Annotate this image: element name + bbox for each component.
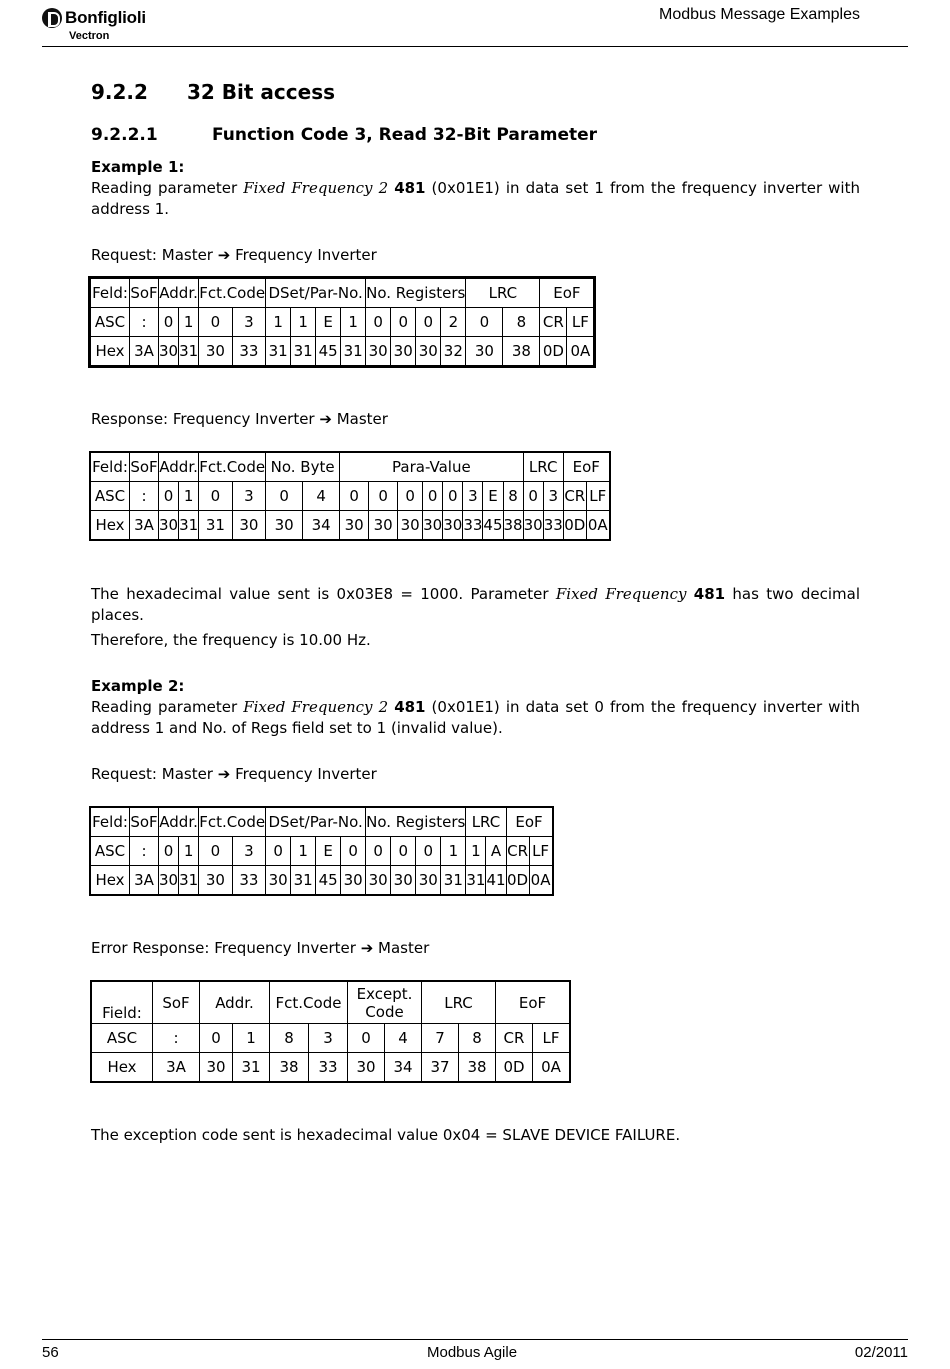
example-1-label: Example 1: [91, 158, 185, 176]
table-row-asc [90, 308, 594, 337]
request-table-2 [89, 806, 554, 896]
table-cell: 38 [270, 1053, 309, 1083]
table-cell: 30 [398, 511, 423, 541]
table-cell: 37 [422, 1053, 459, 1083]
table-cell: 0 [199, 482, 232, 511]
table-cell: 1 [291, 837, 316, 866]
heading-title: 32 Bit access [187, 80, 335, 104]
table-cell: Addr. [159, 452, 199, 482]
table-cell: 0 [391, 837, 416, 866]
table-cell: Feld: [90, 807, 130, 837]
table-cell: 3 [543, 482, 563, 511]
document-title: Modbus Agile [427, 1344, 518, 1361]
table-cell: 0D [540, 337, 567, 367]
table-cell: 0 [199, 308, 232, 337]
bonfiglioli-logo-icon [42, 8, 62, 28]
table-cell: 30 [232, 511, 265, 541]
heading-number: 9.2.2.1 [91, 125, 158, 145]
table-cell: 38 [503, 511, 523, 541]
table-cell: 0 [266, 482, 303, 511]
table-cell: 1 [341, 308, 366, 337]
table-cell: Except. Code [348, 981, 422, 1024]
table-row-hex [90, 866, 553, 896]
table-cell: ASC [90, 837, 130, 866]
request-caption: Request: Master ➔ Frequency Inverter [91, 246, 377, 264]
table-cell: Addr. [159, 278, 199, 308]
table-cell: Addr. [200, 981, 270, 1024]
table-cell: No. Byte [266, 452, 340, 482]
table-cell: 31 [233, 1053, 270, 1083]
table-cell: EoF [506, 807, 553, 837]
request-table-1 [89, 277, 595, 367]
table-header-row [90, 452, 610, 482]
table-cell: 30 [340, 511, 369, 541]
table-cell: 8 [503, 308, 540, 337]
header-rule [42, 46, 908, 47]
table-cell: 30 [159, 866, 179, 896]
table-row-asc [90, 837, 553, 866]
table-cell: Fct.Code [270, 981, 348, 1024]
table-cell: 30 [199, 337, 232, 367]
table-cell: 30 [391, 337, 416, 367]
table-cell: 31 [199, 511, 232, 541]
table-cell: CR [540, 308, 567, 337]
table-cell: 0 [340, 482, 369, 511]
table-cell: 0 [159, 837, 179, 866]
table-cell: E [316, 837, 341, 866]
table-cell: LF [533, 1024, 571, 1053]
table-cell: 31 [341, 337, 366, 367]
table-cell: 0A [586, 511, 610, 541]
table-cell: No. Registers [366, 278, 466, 308]
table-cell: LRC [422, 981, 496, 1024]
table-cell: Feld: [90, 278, 130, 308]
table-cell: CR [506, 837, 529, 866]
table-cell: Hex [90, 511, 130, 541]
table-cell: 38 [459, 1053, 496, 1083]
table-cell: 30 [423, 511, 443, 541]
table-row-hex [90, 337, 594, 367]
table-cell: Hex [91, 1053, 153, 1083]
table-cell: LRC [466, 278, 540, 308]
table-cell: 1 [466, 837, 486, 866]
table-row-hex [90, 511, 610, 541]
table-cell: 31 [466, 866, 486, 896]
table-header-row [90, 807, 553, 837]
result-explanation: The hexadecimal value sent is 0x03E8 = 1000. Parameter Fixed Frequency 481 has two decimal places. [91, 585, 861, 624]
table-cell: SoF [130, 278, 159, 308]
table-cell: 3 [232, 482, 265, 511]
table-cell: 30 [416, 337, 441, 367]
table-header-row [90, 278, 594, 308]
table-cell: 7 [422, 1024, 459, 1053]
table-cell: 1 [266, 308, 291, 337]
table-cell: 1 [291, 308, 316, 337]
table-cell: 1 [441, 837, 466, 866]
table-cell: 30 [159, 337, 179, 367]
table-cell: 0A [567, 337, 595, 367]
table-cell: 34 [303, 511, 340, 541]
table-cell: 4 [303, 482, 340, 511]
table-cell: A [486, 837, 506, 866]
table-cell: 31 [291, 337, 316, 367]
table-cell: 31 [179, 337, 199, 367]
table-cell: 0D [506, 866, 529, 896]
error-response-table [90, 980, 571, 1083]
parameter-name: Fixed Frequency [555, 585, 687, 603]
table-cell: LF [529, 837, 553, 866]
table-cell: 30 [200, 1053, 233, 1083]
logo-name: Bonfiglioli [65, 7, 146, 27]
table-cell: 3 [463, 482, 483, 511]
table-cell: EoF [540, 278, 595, 308]
table-cell: Fct.Code [199, 452, 266, 482]
table-cell: 8 [270, 1024, 309, 1053]
table-cell: 41 [486, 866, 506, 896]
table-cell: 30 [341, 866, 366, 896]
table-cell: 0 [443, 482, 463, 511]
table-cell: 0 [366, 308, 391, 337]
table-cell: 3 [232, 308, 265, 337]
table-cell: Feld: [90, 452, 130, 482]
table-cell: 31 [291, 866, 316, 896]
table-cell: 33 [543, 511, 563, 541]
table-cell: 45 [316, 866, 341, 896]
table-cell: ASC [91, 1024, 153, 1053]
table-cell: LF [586, 482, 610, 511]
table-cell: : [130, 837, 159, 866]
table-cell: 30 [159, 511, 179, 541]
table-cell: 38 [503, 337, 540, 367]
table-cell: 3 [309, 1024, 348, 1053]
table-cell: 0A [529, 866, 553, 896]
table-cell: 33 [232, 337, 265, 367]
table-cell: SoF [153, 981, 200, 1024]
request-caption: Request: Master ➔ Frequency Inverter [91, 765, 377, 783]
table-cell: 30 [366, 866, 391, 896]
table-cell: 30 [266, 866, 291, 896]
table-cell: 30 [266, 511, 303, 541]
error-response-caption: Error Response: Frequency Inverter ➔ Master [91, 939, 430, 957]
table-cell: 30 [348, 1053, 385, 1083]
table-cell: 0A [533, 1053, 571, 1083]
table-row-asc [90, 482, 610, 511]
logo-subtitle: Vectron [69, 30, 110, 42]
table-cell: Fct.Code [199, 807, 266, 837]
table-cell: No. Registers [366, 807, 466, 837]
table-cell: DSet/Par-No. [266, 807, 366, 837]
table-cell: SoF [130, 807, 159, 837]
table-cell: 0 [369, 482, 398, 511]
table-cell: 0 [348, 1024, 385, 1053]
table-cell: 30 [366, 337, 391, 367]
table-cell: 0D [563, 511, 586, 541]
table-cell: 3A [130, 866, 159, 896]
table-cell: 1 [179, 482, 199, 511]
table-cell: 0 [416, 837, 441, 866]
table-cell: 8 [459, 1024, 496, 1053]
table-cell: : [130, 482, 159, 511]
table-cell: 30 [391, 866, 416, 896]
table-cell: 34 [385, 1053, 422, 1083]
table-cell: 30 [523, 511, 543, 541]
table-cell: 32 [441, 337, 466, 367]
table-cell: 3A [130, 337, 159, 367]
heading-title: Function Code 3, Read 32-Bit Parameter [212, 125, 598, 145]
table-cell: 0 [423, 482, 443, 511]
table-cell: 30 [443, 511, 463, 541]
document-date: 02/2011 [854, 1344, 908, 1361]
table-cell: CR [496, 1024, 533, 1053]
table-cell: 33 [463, 511, 483, 541]
table-cell: CR [563, 482, 586, 511]
table-cell: Para-Value [340, 452, 523, 482]
table-row-hex [91, 1053, 570, 1083]
closing-note: The exception code sent is hexadecimal value 0x04 = SLAVE DEVICE FAILURE. [91, 1126, 681, 1144]
table-cell: 45 [316, 337, 341, 367]
table-cell: Field: [91, 981, 153, 1024]
parameter-number: 481 [693, 585, 726, 603]
table-cell: 0 [398, 482, 423, 511]
heading-level-2 [91, 125, 597, 145]
table-cell: 0D [496, 1053, 533, 1083]
table-cell: 31 [441, 866, 466, 896]
table-cell: 31 [266, 337, 291, 367]
parameter-number: 481 [394, 179, 426, 197]
table-cell: : [153, 1024, 200, 1053]
table-cell: ASC [90, 308, 130, 337]
table-cell: 30 [416, 866, 441, 896]
table-cell: E [316, 308, 341, 337]
table-cell: LF [567, 308, 595, 337]
table-cell: Addr. [159, 807, 199, 837]
table-cell: 1 [179, 837, 199, 866]
table-cell: 0 [159, 482, 179, 511]
example-2-label: Example 2: [91, 677, 185, 695]
table-cell: 0 [466, 308, 503, 337]
heading-number: 9.2.2 [91, 80, 148, 104]
header-section-title: Modbus Message Examples [659, 6, 860, 23]
table-cell: 1 [179, 308, 199, 337]
table-cell: E [483, 482, 503, 511]
table-cell: 0 [159, 308, 179, 337]
footer-rule [42, 1339, 908, 1340]
table-cell: 4 [385, 1024, 422, 1053]
table-cell: 30 [466, 337, 503, 367]
table-cell: 2 [441, 308, 466, 337]
parameter-number: 481 [394, 698, 426, 716]
table-cell: 0 [523, 482, 543, 511]
table-cell: 0 [200, 1024, 233, 1053]
table-cell: ASC [90, 482, 130, 511]
table-cell: EoF [563, 452, 610, 482]
table-cell: LRC [466, 807, 506, 837]
table-cell: 33 [232, 866, 265, 896]
brand-logo [42, 7, 146, 42]
parameter-name: Fixed Frequency 2 [243, 698, 389, 716]
table-cell: 45 [483, 511, 503, 541]
table-cell: 3A [130, 511, 159, 541]
table-cell: : [130, 308, 159, 337]
table-cell: 0 [416, 308, 441, 337]
table-cell: Fct.Code [199, 278, 266, 308]
table-cell: 3 [232, 837, 265, 866]
response-caption: Response: Frequency Inverter ➔ Master [91, 410, 388, 428]
table-cell: 0 [366, 837, 391, 866]
table-cell: 33 [309, 1053, 348, 1083]
table-cell: 0 [341, 837, 366, 866]
table-cell: 0 [199, 837, 232, 866]
table-cell: 3A [153, 1053, 200, 1083]
heading-level-1 [91, 80, 335, 104]
table-cell: 0 [266, 837, 291, 866]
page-number: 56 [42, 1344, 59, 1361]
table-cell: LRC [523, 452, 563, 482]
table-cell: 31 [179, 866, 199, 896]
parameter-name: Fixed Frequency 2 [243, 179, 389, 197]
response-table [89, 451, 611, 541]
table-cell: DSet/Par-No. [266, 278, 366, 308]
table-cell: Hex [90, 337, 130, 367]
example-2-description: Reading parameter Fixed Frequency 2 481 (0x01E1) in data set 0 from the frequency inverter with address 1 and No. of Regs field set to 1 (invalid value). [91, 698, 860, 737]
table-cell: 1 [233, 1024, 270, 1053]
result-frequency: Therefore, the frequency is 10.00 Hz. [91, 631, 371, 649]
table-cell: 0 [391, 308, 416, 337]
table-cell: 30 [369, 511, 398, 541]
example-1-description: Reading parameter Fixed Frequency 2 481 (0x01E1) in data set 1 from the frequency inverter with address 1. [91, 179, 860, 218]
table-cell: EoF [496, 981, 571, 1024]
table-cell: Hex [90, 866, 130, 896]
table-cell: SoF [130, 452, 159, 482]
table-row-asc [91, 1024, 570, 1053]
table-header-row [91, 981, 570, 1024]
table-cell: 31 [179, 511, 199, 541]
table-cell: 30 [199, 866, 232, 896]
table-cell: 8 [503, 482, 523, 511]
